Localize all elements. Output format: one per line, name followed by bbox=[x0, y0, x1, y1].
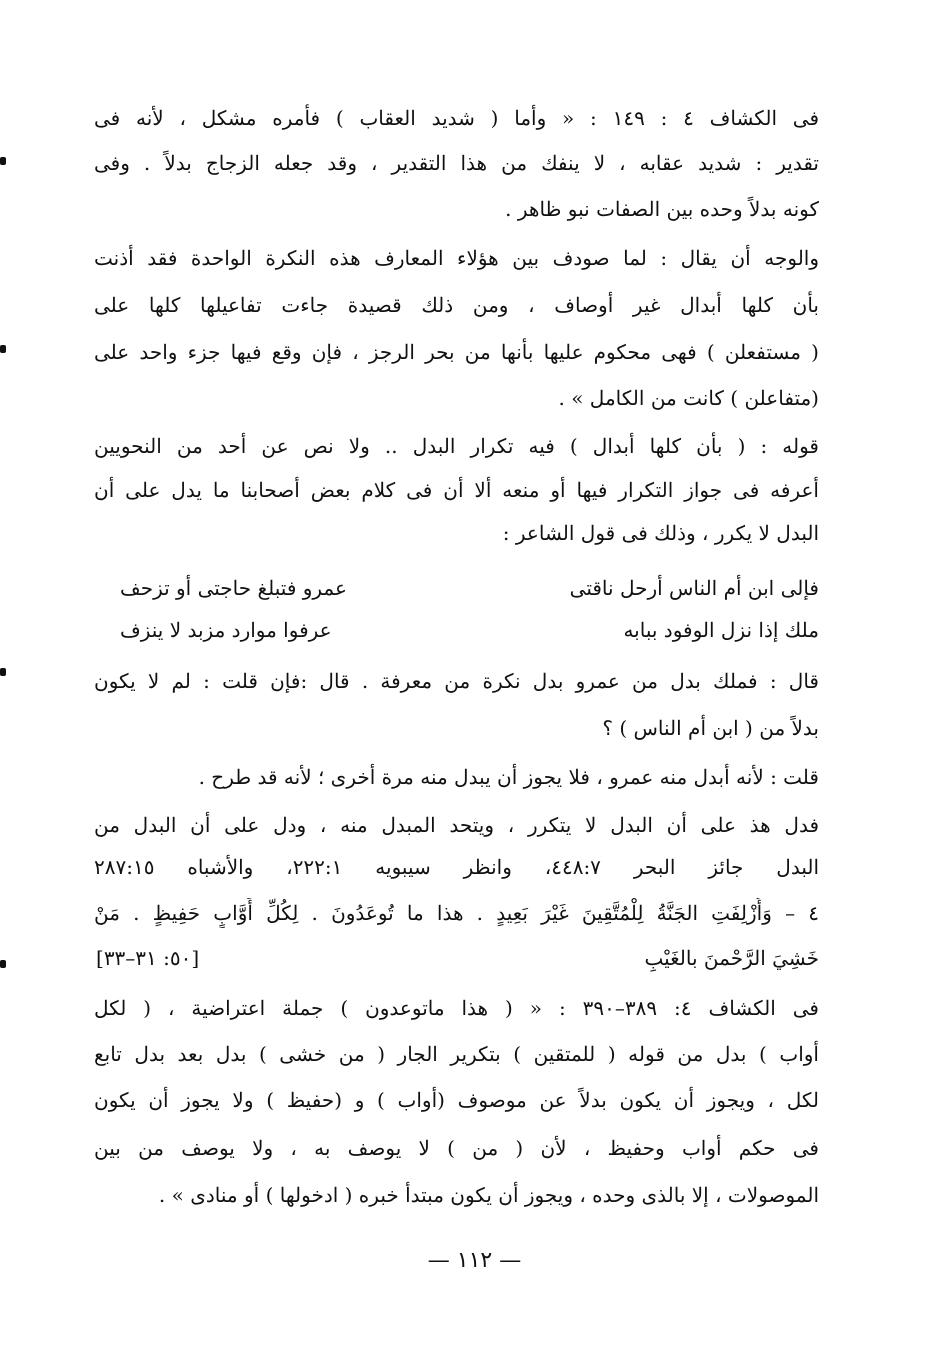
verse-second-hemistich: عمرو فتبلغ حاجتى أو تزحف bbox=[120, 576, 347, 600]
text-line: قلت : لأنه أبدل منه عمرو ، فلا يجوز أن يبدل منه مرة أخرى ؛ لأنه قد طرح . bbox=[198, 765, 819, 789]
text-line: كونه بدلاً وحده بين الصفات نبو ظاهر . bbox=[505, 197, 819, 221]
text-line: فى الكشاف ٤: ٣٨٩–٣٩٠ : « ( هذا ماتوعدون ) جملة اعتراضية ، ( لكل bbox=[94, 996, 819, 1020]
text-line: قوله : ( بأن كلها أبدال ) فيه تكرار البدل .. ولا نص عن أحد من النحويين bbox=[94, 434, 819, 458]
text-line: والوجه أن يقال : لما صودف بين هؤلاء المعارف هذه النكرة الواحدة فقد أذنت bbox=[94, 246, 819, 270]
text-line: (متفاعلن ) كانت من الكامل » . bbox=[558, 386, 819, 410]
text-line: فى حكم أواب وحفيظ ، لأن ( من ) لا يوصف به ، ولا يوصف من بين bbox=[94, 1136, 819, 1160]
margin-mark bbox=[0, 960, 6, 968]
text-line: فدل هذ على أن البدل لا يتكرر ، ويتحد المبدل منه ، ودل على أن البدل من bbox=[94, 813, 819, 837]
text-line: أواب ) بدل من قوله ( للمتقين ) بتكرير الجار ( من خشى ) بدل بعد بدل تابع bbox=[94, 1042, 819, 1066]
text-line: فى الكشاف ٤ : ١٤٩ : « وأما ( شديد العقاب ) فأمره مشكل ، لأنه فى bbox=[94, 106, 819, 130]
verse-reference: [٥٠: ٣١–٣٣] bbox=[96, 946, 200, 970]
text-line: أعرفه فى جواز التكرار فيها أو منعه ألا أن فى كلام بعض أصحابنا ما يدل على أن bbox=[94, 478, 819, 502]
page-number: — ١١٢ — bbox=[427, 1248, 522, 1273]
quran-verse-continuation: خَشِيَ الرَّحْمنَ بالغَيْبِ bbox=[644, 946, 819, 970]
margin-mark bbox=[0, 668, 6, 676]
verse-first-hemistich: فإلى ابن أم الناس أرحل ناقتى bbox=[569, 576, 819, 600]
footnote-line: البدل جائز البحر ٤٤٨:٧، وانظر سيبويه ٢٢٢:١، والأشباه ٢٨٧:١٥ bbox=[94, 855, 819, 879]
verse-first-hemistich: ملك إذا نزل الوفود ببابه bbox=[623, 618, 819, 642]
text-line: ( مستفعلن ) فهى محكوم عليها بأنها من بحر الرجز ، فإن وقع فيها جزء واحد على bbox=[94, 340, 819, 364]
text-line: بدلاً من ( ابن أم الناس ) ؟ bbox=[602, 716, 819, 740]
margin-mark bbox=[0, 345, 6, 353]
text-line: بأن كلها أبدال غير أوصاف ، ومن ذلك قصيدة جاءت تفاعيلها كلها على bbox=[94, 293, 819, 317]
quran-verse-line: ٤ – وَأُزْلِفَتِ الجَنَّةُ لِلْمُتَّقِينَ غَيْرَ بَعِيدٍ . هذا ما تُوعَدُونَ . لِكُلِّ أَوَّابٍ حَفِيظٍ . مَنْ bbox=[94, 901, 819, 925]
text-line: لكل ، ويجوز أن يكون بدلاً عن موصوف (أواب ) و (حفيظ ) ولا يجوز أن يكون bbox=[94, 1088, 819, 1112]
margin-mark bbox=[0, 157, 6, 165]
text-line: البدل لا يكرر ، وذلك فى قول الشاعر : bbox=[502, 521, 819, 545]
text-line: الموصولات ، إلا بالذى وحده ، ويجوز أن يكون مبتدأ خبره ( ادخولها ) أو منادى » . bbox=[158, 1183, 819, 1207]
verse-second-hemistich: عرفوا موارد مزبد لا ينزف bbox=[120, 618, 332, 642]
text-line: قال : فملك بدل من عمرو بدل نكرة من معرفة . قال :فإن قلت : لم لا يكون bbox=[94, 669, 819, 693]
text-line: تقدير : شديد عقابه ، لا ينفك من هذا التقدير ، وقد جعله الزجاج بدلاً . وفى bbox=[94, 151, 819, 175]
